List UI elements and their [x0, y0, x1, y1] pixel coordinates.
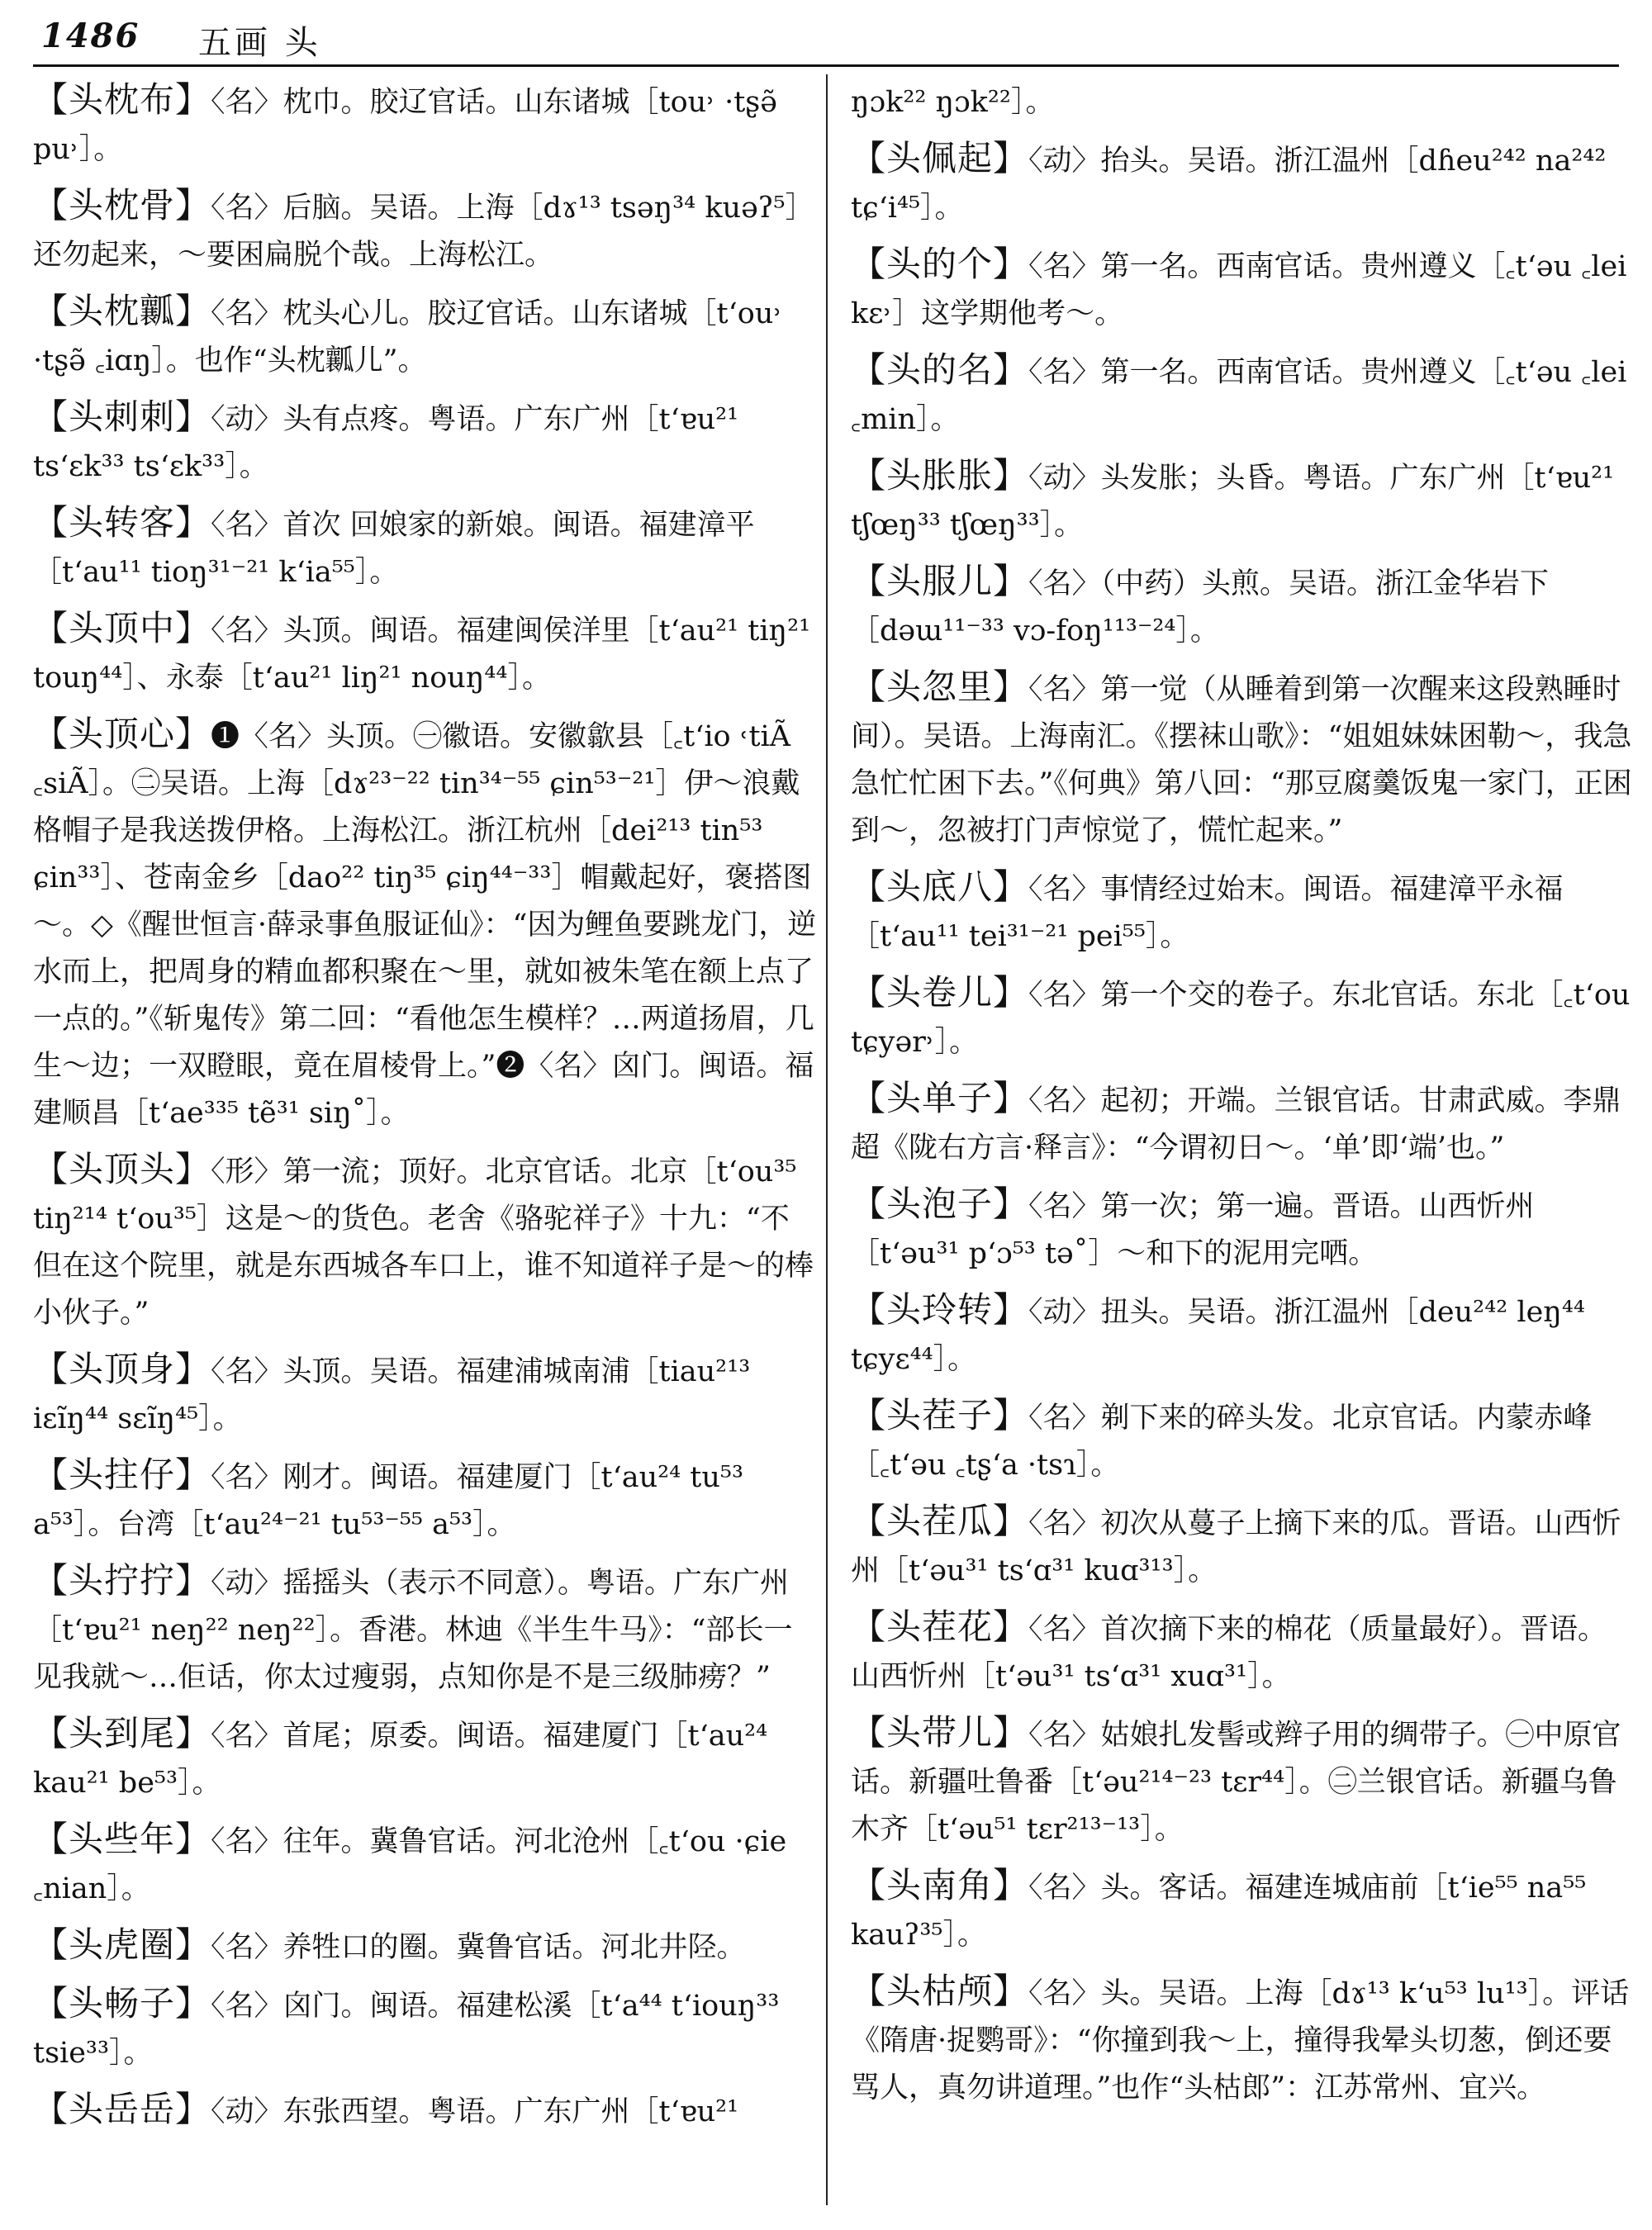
- entry-definition: 〈名〉头顶。吴语。福建浦城南浦［tiau²¹³ iɛĩŋ⁴⁴ sɛĩŋ⁴⁵］。: [33, 1355, 751, 1435]
- entry-definition: 〈名〉枕头心儿。胶辽官话。山东诸城［tʻou˒ ·tʂə̃ ꜀iɑŋ］。也作“头枕瓤儿”。: [33, 297, 783, 377]
- entry-definition: 〈名〉事情经过始末。闽语。福建漳平永福［tʻau¹¹ tei³¹⁻²¹ pei⁵⁵］。: [851, 873, 1564, 953]
- entry-definition: 〈名〉起初；开端。兰银官话。甘肃武威。李鼎超《陇右方言·释言》：“今谓初日～。‘单’即‘端’也。”: [851, 1084, 1621, 1165]
- entry-headword: 【头岳岳】: [33, 2089, 211, 2129]
- entry-headword: 【头拧拧】: [33, 1560, 211, 1601]
- dictionary-entry: [851, 135, 1635, 232]
- dictionary-entry: [33, 1710, 818, 1807]
- dictionary-entry: [33, 499, 818, 596]
- entry-headword: 【头玲转】: [851, 1289, 1029, 1330]
- entry-definition: 〈名〉首次 回娘家的新娘。闽语。福建漳平［tʻau¹¹ tioŋ³¹⁻²¹ kʻia⁵⁵］。: [33, 509, 755, 589]
- dictionary-entry: [851, 240, 1635, 338]
- entry-definition: 〈名〉剃下来的碎头发。北京官话。内蒙赤峰［꜀tʻəu ꜀tʂʻa ·tsɿ］。: [851, 1402, 1593, 1482]
- right-column: [851, 76, 1635, 2215]
- entry-headword: 【头卷儿】: [851, 972, 1029, 1013]
- entry-definition: ❶〈名〉头顶。㊀徽语。安徽歙县［꜀tʻio ˓tiÃ ꜀siÃ］。㊁吴语。上海［dɤ²³⁻²² tin³⁴⁻⁵⁵ ɕin⁵³⁻²¹］伊～浪戴格帽子是我送拨伊格。上海松江。浙江杭州［dei²¹³ tin⁵³ ɕin³³］、苍南金乡［dao²² tiŋ³⁵ ɕiŋ⁴⁴⁻³³］帽戴起好，褒搭图～。◇《醒世恒言·薛录事鱼服证仙》：“因为鲤鱼要跳龙门，逆水而上，把周身的精血都积聚在～里，就如被朱笔在额上点了一点的。”《斩鬼传》第二回：“看他怎生模样？…两道扬眉，几生～边；一双瞪眼，竟在眉棱骨上。”❷〈名〉囟门。闽语。福建顺昌［tʻae³³⁵ tẽ³¹ siŋ˚］。: [33, 720, 817, 1130]
- entry-definition: 〈名〉头顶。闽语。福建闽侯洋里［tʻau²¹ tiŋ²¹ touŋ⁴⁴］、永泰［tʻau²¹ liŋ²¹ nouŋ⁴⁴］。: [33, 614, 811, 695]
- dictionary-entry: [33, 1451, 818, 1549]
- entry-headword: 【头枕瓤】: [33, 291, 211, 331]
- dictionary-entry: [33, 76, 818, 173]
- dictionary-entry: [851, 346, 1635, 444]
- entry-headword: 【头枯颅】: [851, 1971, 1029, 2011]
- page-number: 1486: [41, 17, 140, 55]
- entry-headword: 【头畅子】: [33, 1983, 211, 2024]
- entry-definition: 〈动〉摇摇头（表示不同意）。粤语。广东广州［tʻɐu²¹ neŋ²² neŋ²²］。香港。林迪《半生牛马》：“部长一见我就～…佢话，你太过瘦弱，点知你是不是三级肺痨？”: [33, 1567, 793, 1694]
- page-header: [33, 17, 1619, 66]
- entry-headword: 【头枕骨】: [33, 185, 211, 225]
- dictionary-entry: [851, 1603, 1635, 1701]
- entry-definition: 〈名〉养牲口的圈。冀鲁官话。河北井陉。: [211, 1931, 746, 1964]
- entry-headword: 【头顶心】: [33, 714, 211, 754]
- entry-definition: 〈名〉刚才。闽语。福建厦门［tʻau²⁴ tu⁵³ a⁵³］。台湾［tʻau²⁴⁻²¹ tu⁵³⁻⁵⁵ a⁵³］。: [33, 1461, 743, 1541]
- dictionary-entry: [851, 1075, 1635, 1172]
- entry-headword: 【头单子】: [851, 1078, 1029, 1118]
- dictionary-entry: [33, 182, 818, 279]
- dictionary-entry: [851, 1862, 1635, 1959]
- entry-headword: 【头顶中】: [33, 608, 211, 648]
- entry-headword: 【头转客】: [33, 502, 211, 543]
- dictionary-entry: [851, 863, 1635, 961]
- entry-headword: 【头的个】: [851, 244, 1029, 284]
- entry-headword: 【头南角】: [851, 1865, 1029, 1905]
- dictionary-entry: [33, 393, 818, 491]
- dictionary-entry: [33, 1557, 818, 1701]
- section-title: 五画 头: [198, 24, 321, 62]
- entry-headword: 【头顶头】: [33, 1149, 211, 1189]
- entry-headword: 【头泡子】: [851, 1184, 1029, 1224]
- entry-definition: 〈动〉头有点疼。粤语。广东广州［tʻɐu²¹ tsʻɛk³³ tsʻɛk³³］。: [33, 403, 739, 483]
- entry-definition: 〈名〉头。吴语。上海［dɤ¹³ kʻu⁵³ lu¹³］。评话《隋唐·捉鹦哥》：“你撞到我～上，撞得我晕头切葱，倒还要骂人，真勿讲道理。”也作“头枯郎”：江苏常州、宜兴。: [851, 1977, 1630, 2104]
- entry-headword: 【头顶身】: [33, 1349, 211, 1389]
- dictionary-entry: [851, 1392, 1635, 1489]
- dictionary-entry: [851, 558, 1635, 655]
- entry-definition: 〈名〉首尾；原委。闽语。福建厦门［tʻau²⁴ kau²¹ be⁵³］。: [33, 1720, 768, 1800]
- entry-headword: 【头茬瓜】: [851, 1501, 1029, 1541]
- dictionary-entry: [33, 1921, 818, 1971]
- entry-headword: 【头佩起】: [851, 138, 1029, 178]
- entry-definition: 〈名〉囟门。闽语。福建松溪［tʻa⁴⁴ tʻiouŋ³³ tsie³³］。: [33, 1990, 780, 2070]
- entry-headword: 【头拄仔】: [33, 1454, 211, 1495]
- entry-headword: 【头些年】: [33, 1819, 211, 1859]
- header-rule: [33, 64, 1619, 67]
- dictionary-entry: [33, 1815, 818, 1913]
- entry-definition: 〈名〉第一名。西南官话。贵州遵义［꜀tʻəu ꜀lei ꜀min］。: [851, 356, 1627, 436]
- entry-headword: 【头带儿】: [851, 1712, 1029, 1753]
- entry-definition: 〈名〉枕巾。胶辽官话。山东诸城［tou˒ ·tʂə̃ pu˒］。: [33, 86, 777, 166]
- entry-headword: 【头胀胀】: [851, 455, 1029, 496]
- entry-definition: 〈名〉后脑。吴语。上海［dɤ¹³ tsəŋ³⁴ kuəʔ⁵］还勿起来，～要困扁脱个哉。上海松江。: [33, 192, 814, 272]
- dictionary-entry: [33, 605, 818, 702]
- entry-headword: 【头底八】: [851, 866, 1029, 907]
- entry-definition: ŋɔk²² ŋɔk²²］。: [851, 86, 1055, 119]
- dictionary-entry: [851, 1967, 1635, 2112]
- left-column: [33, 76, 818, 2215]
- entry-definition: 〈名〉第一觉（从睡着到第一次醒来这段熟睡时间）。吴语。上海南汇。《摆袜山歌》：“姐姐妹妹困勒～，我急急忙忙困下去。”《何典》第八回：“那豆腐羹饭鬼一家门，正困到～，忽被打门声惊觉了，慌忙起来。”: [851, 673, 1632, 847]
- entry-headword: 【头到尾】: [33, 1713, 211, 1753]
- dictionary-entry: [851, 1286, 1635, 1383]
- dictionary-entry: [851, 1497, 1635, 1595]
- dictionary-entry: [33, 1345, 818, 1443]
- entry-headword: 【头虎圈】: [33, 1924, 211, 1965]
- dictionary-entry: [851, 452, 1635, 549]
- entry-definition: 〈名〉第一个交的卷子。东北官话。东北［꜀tʻou tɕyər˒］。: [851, 979, 1631, 1059]
- dictionary-entry: [33, 1146, 818, 1337]
- entry-definition: 〈名〉初次从蔓子上摘下来的瓜。晋语。山西忻州［tʻəu³¹ tsʻɑ³¹ kuɑ³¹³］。: [851, 1507, 1621, 1587]
- entry-definition: 〈名〉第一次；第一遍。晋语。山西忻州［tʻəu³¹ pʻɔ⁵³ tə˚］～和下的泥用完哂。: [851, 1190, 1535, 1270]
- entry-headword: 【头茬花】: [851, 1606, 1029, 1647]
- entry-definition: 〈名〉姑娘扎发髻或辫子用的绸带子。㊀中原官话。新疆吐鲁番［tʻəu²¹⁴⁻²³ tɛr⁴⁴］。㊁兰银官话。新疆乌鲁木齐［tʻəu⁵¹ tɛr²¹³⁻¹³］。: [851, 1719, 1621, 1846]
- entry-headword: 【头枕布】: [33, 79, 211, 120]
- entry-definition: 〈名〉第一名。西南官话。贵州遵义［꜀tʻəu ꜀lei kɛ˒］这学期他考～。: [851, 250, 1627, 330]
- entry-definition: 〈名〉（中药）头煎。吴语。浙江金华岩下［dəɯ¹¹⁻³³ vɔ-foŋ¹¹³⁻²⁴］。: [851, 567, 1550, 648]
- entry-headword: 【头刺刺】: [33, 396, 211, 437]
- dictionary-entry: [33, 1980, 818, 2077]
- entry-headword: 【头茬子】: [851, 1395, 1029, 1435]
- dictionary-entry: [851, 663, 1635, 855]
- dictionary-entry: [851, 969, 1635, 1066]
- dictionary-entry: [851, 1180, 1635, 1278]
- dictionary-entry: [851, 1709, 1635, 1853]
- column-divider: [826, 74, 828, 2205]
- dictionary-entry: [33, 2085, 818, 2136]
- entry-definition: 〈动〉东张西望。粤语。广东广州［tʻɐu²¹: [211, 2095, 739, 2128]
- entry-definition: 〈动〉抬头。吴语。浙江温州［dɦeu²⁴² na²⁴² tɕʻi⁴⁵］。: [851, 145, 1607, 225]
- entry-definition: 〈形〉第一流；顶好。北京官话。北京［tʻou³⁵ tiŋ²¹⁴ tʻou³⁵］这是～的货色。老舍《骆驼祥子》十九：“不但在这个院里，就是东西城各车口上，谁不知道祥子是～的棒小伙子。”: [33, 1155, 814, 1330]
- entry-definition: 〈名〉首次摘下来的棉花（质量最好）。晋语。山西忻州［tʻəu³¹ tsʻɑ³¹ xuɑ³¹］。: [851, 1613, 1607, 1693]
- dictionary-entry: [33, 710, 818, 1137]
- entry-headword: 【头的名】: [851, 349, 1029, 390]
- entry-definition: 〈名〉往年。冀鲁官话。河北沧州［꜀tʻou ·ɕie ꜀nian］。: [33, 1825, 787, 1905]
- dictionary-entry: [33, 287, 818, 385]
- entry-definition: 〈名〉头。客话。福建连城庙前［tʻie⁵⁵ na⁵⁵ kauʔ³⁵］。: [851, 1872, 1587, 1952]
- entry-headword: 【头忽里】: [851, 667, 1029, 707]
- entry-headword: 【头服儿】: [851, 561, 1029, 601]
- dictionary-entry: [851, 76, 1635, 126]
- entry-definition: 〈动〉头发胀；头昏。粤语。广东广州［tʻɐu²¹ tʃœŋ³³ tʃœŋ³³］。: [851, 462, 1615, 542]
- entry-definition: 〈动〉扭头。吴语。浙江温州［deu²⁴² leŋ⁴⁴ tɕyɛ⁴⁴］。: [851, 1296, 1585, 1376]
